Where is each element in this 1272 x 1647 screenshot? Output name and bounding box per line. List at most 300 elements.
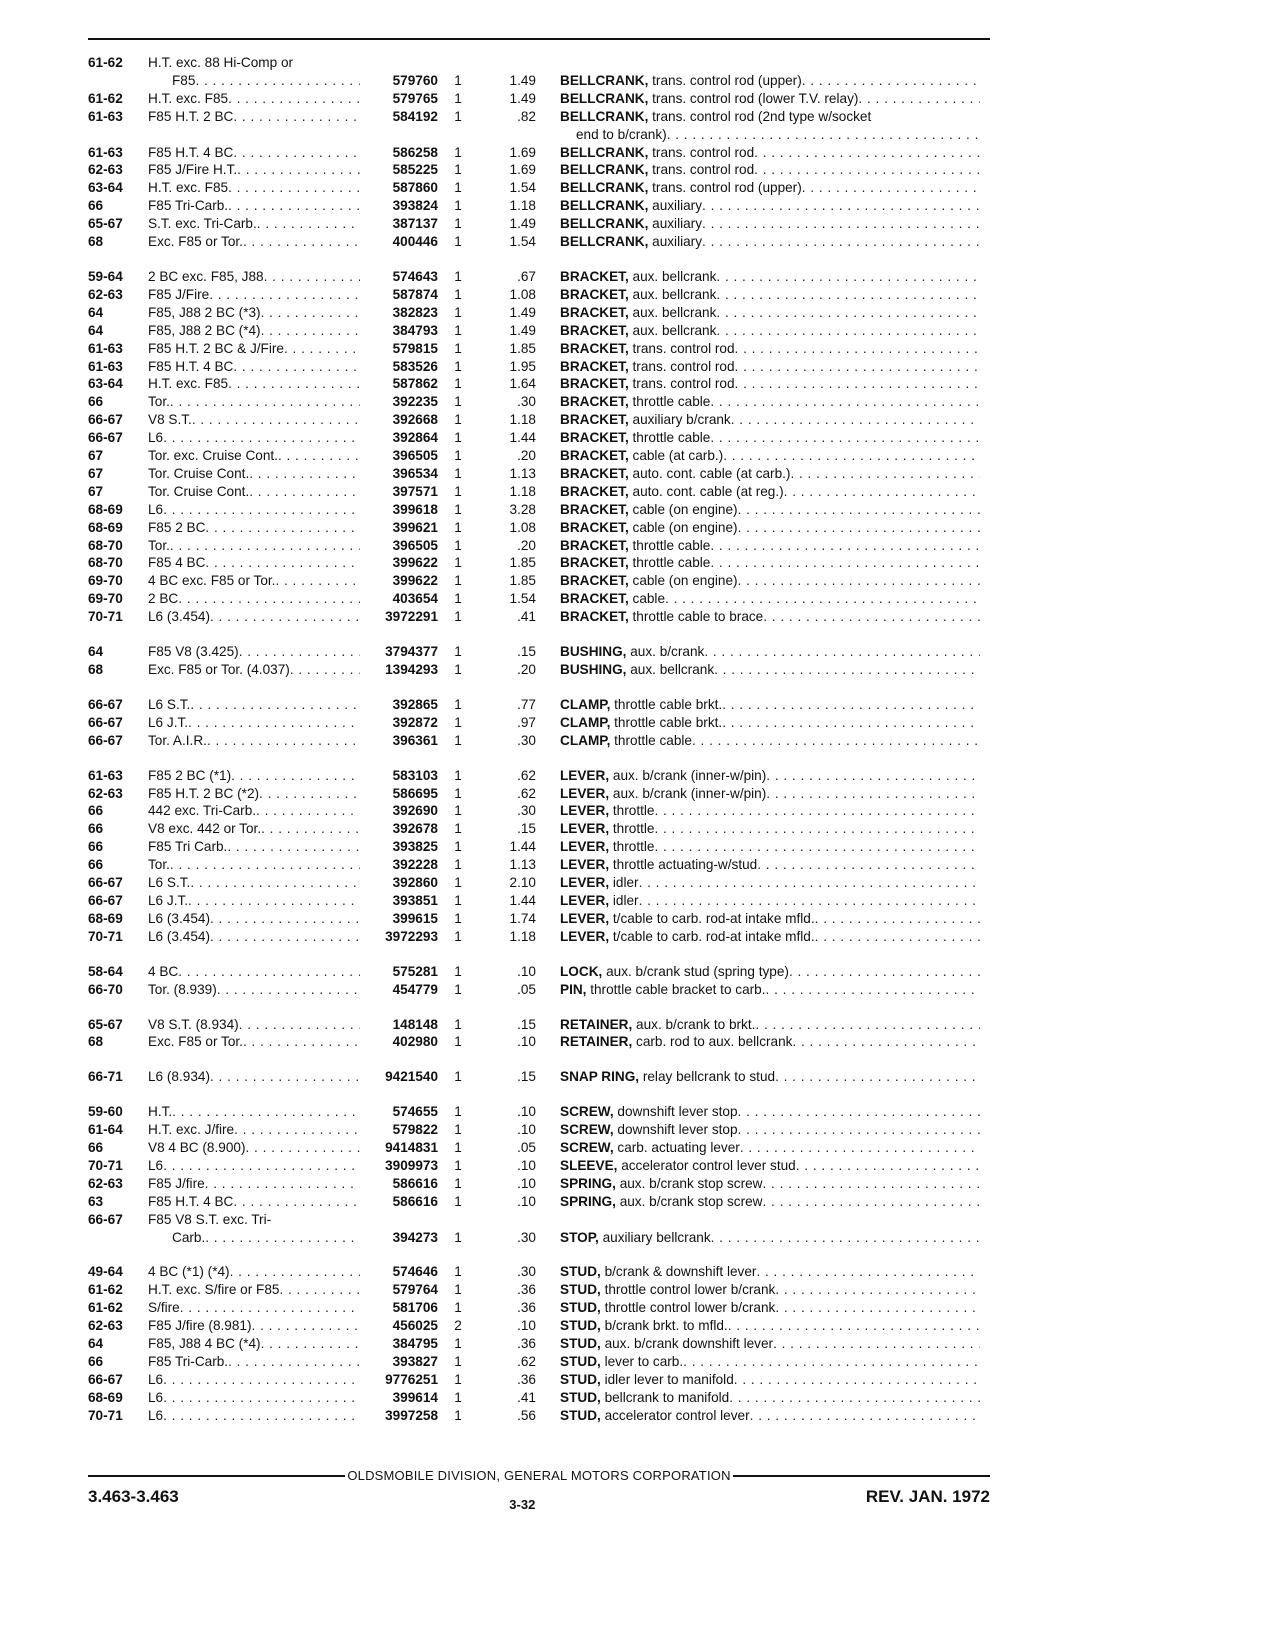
parts-row	[88, 1299, 990, 1317]
application	[148, 910, 360, 928]
parts-row	[88, 643, 990, 661]
price: 1.18	[509, 928, 536, 944]
description-text	[560, 714, 722, 732]
part-detail: aux. bellcrank	[632, 322, 717, 338]
part-number: 586616	[392, 1175, 438, 1191]
leader-dots	[228, 179, 360, 197]
part-detail: aux. b/crank (inner-w/pin)	[612, 767, 767, 783]
parts-row	[88, 161, 990, 179]
model-years: 66	[88, 821, 104, 837]
leader-dots	[722, 696, 980, 714]
part-detail: throttle control lower b/crank	[604, 1282, 776, 1298]
description	[560, 1033, 980, 1051]
part-detail: trans. control rod (2nd type w/socket	[652, 108, 872, 124]
leader-dots	[279, 1281, 360, 1299]
part-name: LEVER,	[560, 821, 610, 837]
description-text	[560, 304, 716, 322]
quantity: 1	[454, 1175, 462, 1191]
leader-dots	[704, 643, 980, 661]
model-years: 69-70	[88, 573, 123, 589]
quantity: 1	[454, 555, 462, 571]
model-years: 59-60	[88, 1104, 123, 1120]
part-detail: auxiliary	[652, 216, 703, 232]
part-name: STUD,	[560, 1336, 601, 1352]
description	[560, 537, 980, 555]
leader-dots	[228, 1353, 360, 1371]
description-text	[560, 375, 735, 393]
description-text	[560, 322, 716, 340]
leader-dots	[284, 340, 360, 358]
quantity: 1	[454, 234, 462, 250]
footer-revision: REV. JAN. 1972	[865, 1487, 990, 1506]
leader-dots	[766, 785, 980, 803]
leader-dots	[710, 554, 980, 572]
application	[148, 856, 360, 874]
leader-dots	[163, 429, 360, 447]
parts-row	[88, 732, 990, 750]
application-text: F85 H.T. 4 BC	[148, 1193, 234, 1209]
description	[560, 838, 980, 856]
part-number: 392235	[392, 394, 438, 410]
part-detail: idler	[612, 875, 639, 891]
part-number: 9421540	[385, 1069, 438, 1085]
application-text: F85 Tri-Carb.	[148, 1354, 229, 1369]
model-years: 65-67	[88, 1016, 123, 1032]
price: 2.10	[509, 875, 536, 891]
part-name: BELLCRANK,	[560, 108, 649, 124]
part-number: 587874	[392, 286, 438, 302]
description-text	[560, 268, 716, 286]
part-name: STUD,	[560, 1264, 601, 1280]
description-text	[560, 358, 735, 376]
description	[560, 108, 980, 126]
application-text: H.T. exc. F85	[148, 90, 229, 106]
application-text: F85 Tri Carb.	[148, 839, 228, 855]
parts-row	[88, 1103, 990, 1121]
leader-dots	[716, 322, 980, 340]
application-text: F85, J88 4 BC (*4)	[148, 1336, 261, 1352]
part-number: 399622	[392, 573, 438, 589]
description	[560, 981, 980, 999]
leader-dots	[243, 1033, 360, 1051]
part-number: 397571	[392, 483, 438, 499]
description	[560, 340, 980, 358]
parts-row	[88, 304, 990, 322]
model-years: 67	[88, 465, 104, 481]
parts-row	[88, 874, 990, 892]
description-text	[560, 1407, 750, 1425]
part-name: SNAP RING,	[560, 1069, 640, 1085]
quantity: 1	[454, 910, 462, 926]
leader-dots	[257, 215, 360, 233]
description	[560, 1371, 980, 1389]
parts-row	[88, 322, 990, 340]
price: .10	[517, 1175, 536, 1191]
application-text: L6	[148, 1407, 164, 1423]
model-years: 63-64	[88, 376, 123, 392]
application	[148, 1335, 360, 1353]
application	[148, 90, 360, 108]
part-name: LEVER,	[560, 892, 610, 908]
description-text	[560, 144, 754, 162]
price: .20	[517, 448, 536, 464]
quantity: 1	[454, 981, 462, 997]
quantity: 1	[454, 90, 462, 106]
parts-row	[88, 1121, 990, 1139]
part-name: STUD,	[560, 1318, 601, 1334]
description-text	[560, 1033, 792, 1051]
model-years: 66	[88, 1354, 104, 1369]
leader-dots	[249, 483, 360, 501]
model-years: 61-63	[88, 767, 123, 783]
quantity: 1	[454, 1371, 462, 1387]
model-years: 66-67	[88, 412, 123, 428]
leader-dots	[815, 928, 980, 946]
model-years: 66-71	[88, 1069, 123, 1085]
price: .41	[517, 609, 536, 625]
application	[148, 1157, 360, 1175]
quantity: 1	[454, 591, 462, 607]
footer-rule-left	[88, 1475, 345, 1477]
description-text	[560, 537, 710, 555]
parts-row	[88, 1157, 990, 1175]
parts-row	[88, 661, 990, 679]
application-text: F85, J88 2 BC (*3)	[148, 304, 261, 320]
leader-dots	[264, 268, 360, 286]
price: .15	[517, 821, 536, 837]
part-detail: throttle cable	[632, 555, 711, 571]
application-text: Carb.	[172, 1229, 206, 1245]
price: .15	[517, 1016, 536, 1032]
part-detail: auto. cont. cable (at reg.)	[632, 483, 784, 499]
parts-row	[88, 233, 990, 251]
description-text	[560, 856, 757, 874]
description-text	[560, 785, 766, 803]
description-text	[560, 1068, 775, 1086]
description	[560, 554, 980, 572]
application	[148, 892, 360, 910]
part-detail: relay bellcrank to stud	[642, 1069, 776, 1085]
application-text: L6 J.T.	[148, 714, 189, 730]
price: 1.18	[509, 412, 536, 428]
parts-row	[88, 1353, 990, 1371]
description	[560, 447, 980, 465]
price: .05	[517, 1140, 536, 1156]
parts-row	[88, 767, 990, 785]
price: 1.74	[509, 910, 536, 926]
application-text: 4 BC (*1) (*4)	[148, 1264, 230, 1280]
model-years: 61-63	[88, 358, 123, 374]
part-name: SCREW,	[560, 1140, 614, 1156]
quantity: 1	[454, 1282, 462, 1298]
model-years: 66-67	[88, 875, 123, 891]
model-years: 66	[88, 857, 104, 873]
part-number: 9776251	[385, 1371, 438, 1387]
leader-dots	[784, 483, 980, 501]
parts-list	[88, 38, 990, 1442]
description	[560, 802, 980, 820]
leader-dots	[172, 1103, 360, 1121]
leader-dots	[210, 608, 360, 626]
leader-dots	[195, 72, 360, 90]
application-text: 442 exc. Tri-Carb.	[148, 803, 257, 819]
leader-dots	[735, 340, 980, 358]
model-years: 63-64	[88, 180, 123, 196]
leader-dots	[261, 820, 360, 838]
description	[560, 910, 980, 928]
price: 1.85	[509, 555, 536, 571]
parts-groups	[88, 54, 990, 1425]
parts-row	[88, 1371, 990, 1389]
leader-dots	[702, 197, 980, 215]
application-text: 4 BC exc. F85 or Tor.	[148, 573, 276, 589]
leader-dots	[716, 304, 980, 322]
application-text: 2 BC exc. F85, J88	[148, 268, 264, 284]
description	[560, 820, 980, 838]
part-number: 387137	[392, 216, 438, 232]
application-text: L6 (3.454)	[148, 910, 210, 926]
leader-dots	[252, 1317, 360, 1335]
parts-row	[88, 1263, 990, 1281]
part-detail: aux. b/crank downshift lever	[604, 1336, 774, 1352]
parts-row	[88, 90, 990, 108]
application-text: Exc. F85 or Tor. (4.037)	[148, 662, 290, 677]
part-number: 579815	[392, 340, 438, 356]
leader-dots	[233, 1193, 360, 1211]
model-years: 68-70	[88, 537, 123, 553]
description-text	[560, 447, 723, 465]
description-text	[560, 661, 714, 679]
price: 1.85	[509, 340, 536, 356]
price: .62	[517, 785, 536, 801]
description	[560, 1407, 980, 1425]
application	[148, 197, 360, 215]
application	[148, 233, 360, 251]
application	[148, 1103, 360, 1121]
leader-dots	[654, 802, 980, 820]
leader-dots	[170, 856, 360, 874]
leader-dots	[639, 874, 980, 892]
model-years: 70-71	[88, 609, 123, 625]
description	[560, 963, 980, 981]
price: 1.95	[509, 358, 536, 374]
part-number: 400446	[392, 234, 438, 250]
quantity: 1	[454, 1264, 462, 1280]
parts-row	[88, 1016, 990, 1034]
part-number: 574643	[392, 268, 438, 284]
price: .30	[517, 732, 536, 748]
part-number: 392678	[392, 821, 438, 837]
application	[148, 1211, 360, 1229]
application-text: F85 4 BC	[148, 555, 206, 571]
application-text: L6 S.T.	[148, 696, 191, 712]
description	[560, 126, 980, 144]
leader-dots	[740, 1139, 980, 1157]
part-name: STUD,	[560, 1407, 601, 1423]
application	[148, 1407, 360, 1425]
part-number: 579822	[392, 1122, 438, 1138]
price: .15	[517, 1069, 536, 1085]
application	[148, 179, 360, 197]
parts-row	[88, 1281, 990, 1299]
description	[560, 1353, 980, 1371]
part-number: 394273	[392, 1229, 438, 1245]
parts-group	[88, 767, 990, 946]
model-years: 62-63	[88, 286, 123, 302]
leader-dots	[654, 838, 980, 856]
leader-dots	[792, 1033, 980, 1051]
model-years: 66	[88, 803, 104, 819]
leader-dots	[163, 1371, 360, 1389]
description	[560, 1335, 980, 1353]
part-number: 3972293	[385, 928, 438, 944]
description	[560, 732, 980, 750]
description	[560, 304, 980, 322]
part-number: 9414831	[385, 1140, 438, 1156]
part-name: STUD,	[560, 1282, 601, 1298]
part-name: BUSHING,	[560, 644, 627, 660]
parts-row	[88, 108, 990, 126]
model-years: 68-69	[88, 910, 123, 926]
quantity: 1	[454, 573, 462, 589]
price: .36	[517, 1300, 536, 1316]
description	[560, 874, 980, 892]
application	[148, 820, 360, 838]
parts-row	[88, 572, 990, 590]
part-name: BRACKET,	[560, 537, 629, 553]
application-text: F85 J/Fire H.T.	[148, 162, 238, 178]
application-text: L6 (3.454)	[148, 609, 210, 625]
leader-dots	[728, 1317, 980, 1335]
part-detail: trans. control rod	[632, 358, 735, 374]
part-number: 384793	[392, 322, 438, 338]
part-name: BRACKET,	[560, 412, 629, 428]
leader-dots	[775, 1068, 980, 1086]
application	[148, 714, 360, 732]
part-detail: trans. control rod	[652, 162, 755, 178]
leader-dots	[190, 874, 360, 892]
quantity: 1	[454, 785, 462, 801]
description-text	[560, 1317, 728, 1335]
parts-group	[88, 1263, 990, 1424]
part-number: 583526	[392, 358, 438, 374]
part-detail: cable (on engine)	[632, 501, 738, 517]
application	[148, 358, 360, 376]
description	[560, 1068, 980, 1086]
price: 1.54	[509, 234, 536, 250]
application	[148, 144, 360, 162]
description-text	[560, 197, 702, 215]
application-text: H.T. exc. 88 Hi-Comp or	[148, 55, 294, 70]
description	[560, 501, 980, 519]
part-number: 3997258	[385, 1407, 438, 1423]
price: 1.54	[509, 180, 536, 196]
description	[560, 590, 980, 608]
part-detail: t/cable to carb. rod-at intake mfld.	[612, 910, 815, 926]
part-detail: aux. bellcrank	[632, 286, 717, 302]
quantity: 1	[454, 162, 462, 178]
application-text: L6 J.T.	[148, 892, 189, 908]
application-text: L6 (3.454)	[148, 928, 210, 944]
parts-row	[88, 928, 990, 946]
leader-dots	[766, 767, 980, 785]
price: .41	[517, 1389, 536, 1405]
description	[560, 1317, 980, 1335]
price: .36	[517, 1371, 536, 1387]
part-number: 392872	[392, 714, 438, 730]
leader-dots	[192, 411, 360, 429]
description	[560, 179, 980, 197]
model-years: 66	[88, 198, 104, 214]
part-number: 3794377	[385, 644, 438, 660]
description-text	[560, 1103, 738, 1121]
leader-dots	[233, 108, 360, 126]
quantity: 1	[454, 1389, 462, 1405]
application	[148, 304, 360, 322]
price: 1.13	[509, 465, 536, 481]
description	[560, 358, 980, 376]
parts-row	[88, 696, 990, 714]
description-text	[560, 554, 710, 572]
application	[148, 340, 360, 358]
application-text: L6 S.T.	[148, 875, 191, 891]
quantity: 1	[454, 714, 462, 730]
leader-dots	[259, 785, 360, 803]
leader-dots	[731, 411, 980, 429]
application-text: F85	[172, 72, 196, 88]
parts-row	[88, 447, 990, 465]
leader-dots	[755, 1016, 980, 1034]
description-text	[560, 1157, 796, 1175]
application	[148, 1389, 360, 1407]
model-years: 61-62	[88, 1282, 123, 1298]
part-number: 392860	[392, 875, 438, 891]
application	[148, 590, 360, 608]
leader-dots	[217, 981, 360, 999]
application	[148, 767, 360, 785]
description	[560, 1157, 980, 1175]
leader-dots	[190, 696, 360, 714]
part-detail: throttle cable to brace	[632, 609, 764, 625]
part-detail: cable	[632, 591, 666, 607]
price: .62	[517, 767, 536, 783]
part-number: 402980	[392, 1034, 438, 1050]
quantity: 1	[454, 465, 462, 481]
leader-dots	[738, 1103, 980, 1121]
leader-dots	[702, 233, 980, 251]
model-years: 62-63	[88, 1318, 123, 1334]
description	[560, 1016, 980, 1034]
leader-dots	[714, 661, 980, 679]
quantity: 1	[454, 1034, 462, 1050]
price: 1.85	[509, 573, 536, 589]
leader-dots	[249, 465, 360, 483]
application-text: Tor. A.I.R.	[148, 732, 207, 748]
leader-dots	[205, 1229, 360, 1247]
part-name: CLAMP,	[560, 714, 611, 730]
leader-dots	[163, 501, 360, 519]
part-name: STOP,	[560, 1229, 599, 1245]
quantity: 1	[454, 216, 462, 232]
model-years: 49-64	[88, 1264, 123, 1280]
parts-row	[88, 483, 990, 501]
parts-group	[88, 1016, 990, 1052]
part-number: 587862	[392, 376, 438, 392]
parts-row	[88, 892, 990, 910]
price: .10	[517, 1122, 536, 1138]
quantity: 1	[454, 821, 462, 837]
application	[148, 1139, 360, 1157]
